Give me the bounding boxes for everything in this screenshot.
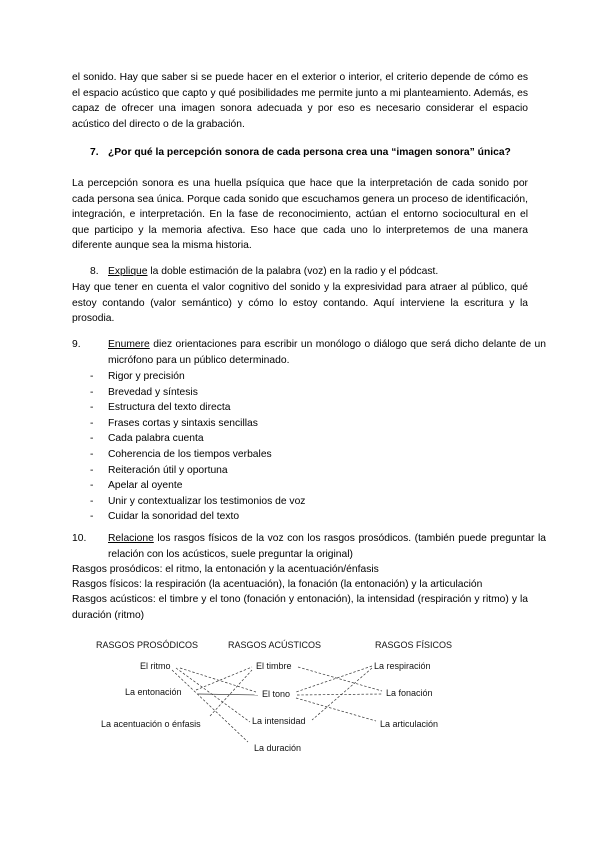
list-item: - Frases cortas y sintaxis sencillas <box>90 416 305 432</box>
traits-diagram <box>0 630 600 760</box>
question-8-text: la doble estimación de la palabra (voz) en la radio y el pódcast. <box>147 266 439 277</box>
question-7-title: ¿Por qué la percepción sonora de cada persona crea una “imagen sonora” única? <box>108 147 511 158</box>
question-8-verb: Explique <box>108 266 148 277</box>
list-item: - Rigor y precisión <box>90 369 305 385</box>
question-8 <box>90 264 528 280</box>
physical-traits-line: Rasgos físicos: la respiración (la acentuación), la fonación (la entonación) y la articulación <box>72 579 483 590</box>
list-item: - Estructura del texto directa <box>90 400 305 416</box>
physical-fonacion: La fonación <box>386 688 433 698</box>
question-10 <box>72 531 546 562</box>
acoustic-tono: El tono <box>262 689 291 699</box>
answer-7: La percepción sonora es una huella psíquica que hace que la interpretación de cada sonido por cada persona sea única. Porque cada sonido que escuchamos genera un proceso de identificación, integración, e interpretación. En la fase de reconocimiento, actúan el entorno sociocultural en el que participo y la memoria afectiva. Eso hace que cada uno lo interpretemos de una manera diferente aunque sea la misma historia. <box>72 178 528 251</box>
acoustic-intensidad: La intensidad <box>252 716 306 726</box>
question-7-number: 7. <box>90 147 99 158</box>
prosodic-traits-line: Rasgos prosódicos: el ritmo, la entonación y la acentuación/énfasis <box>72 564 379 575</box>
acoustic-timbre: El timbre <box>256 661 292 671</box>
question-9-number: 9. <box>72 339 81 350</box>
question-9-verb: Enumere <box>108 339 150 350</box>
physical-respiracion: La respiración <box>374 661 431 671</box>
list-item: - Unir y contextualizar los testimonios de voz <box>90 494 305 510</box>
question-8-number: 8. <box>90 266 99 277</box>
list-item: - Apelar al oyente <box>90 478 305 494</box>
question-7 <box>90 145 528 161</box>
header-acoustic: RASGOS ACÚSTICOS <box>228 640 322 650</box>
header-prosodic: RASGOS PROSÓDICOS <box>96 640 199 650</box>
list-item: - Cuidar la sonoridad del texto <box>90 509 305 525</box>
answer-8: Hay que tener en cuenta el valor cognitivo del sonido y la expresividad para atraer al público, qué estoy contando (valor semántico) y cómo lo estoy contando. Aquí interviene la escritura y la prosodia. <box>72 282 528 324</box>
physical-articulacion: La articulación <box>380 719 439 729</box>
prosodic-acentuacion: La acentuación o énfasis <box>101 719 201 729</box>
list-item: - Reiteración útil y oportuna <box>90 463 305 479</box>
list-item: - Brevedad y síntesis <box>90 385 305 401</box>
intro-paragraph: el sonido. Hay que saber si se puede hacer en el exterior o interior, el criterio depende de cómo es el espacio acústico que capto y qué posibilidades me permite junto a mi planteamiento. Además, es capaz de ofrecer una imagen sonora adecuada y por eso es necesario considerar el espacio acústico del directo o de la grabación. <box>72 72 528 130</box>
acoustic-traits-line: Rasgos acústicos: el timbre y el tono (fonación y entonación), la intensidad (respiración y ritmo) y la duración (ritmo) <box>72 594 528 621</box>
prosodic-ritmo: El ritmo <box>140 661 171 671</box>
question-10-verb: Relacione <box>108 533 154 544</box>
connector-lines <box>172 666 382 742</box>
question-9-text: diez orientaciones para escribir un monólogo o diálogo que será dicho delante de un micrófono para un público determinado. <box>108 339 546 366</box>
acoustic-duracion: La duración <box>254 743 302 753</box>
list-item: - Coherencia de los tiempos verbales <box>90 447 305 463</box>
question-10-text: los rasgos físicos de la voz con los rasgos prosódicos. (también puede preguntar la relación con los acústicos, suele preguntar la original) <box>108 533 546 560</box>
question-9 <box>72 337 546 368</box>
list-item: - Cada palabra cuenta <box>90 431 305 447</box>
question-10-number: 10. <box>72 533 87 544</box>
orientations-list <box>90 369 305 525</box>
prosodic-entonacion: La entonación <box>125 687 182 697</box>
header-physical: RASGOS FÍSICOS <box>375 640 453 650</box>
